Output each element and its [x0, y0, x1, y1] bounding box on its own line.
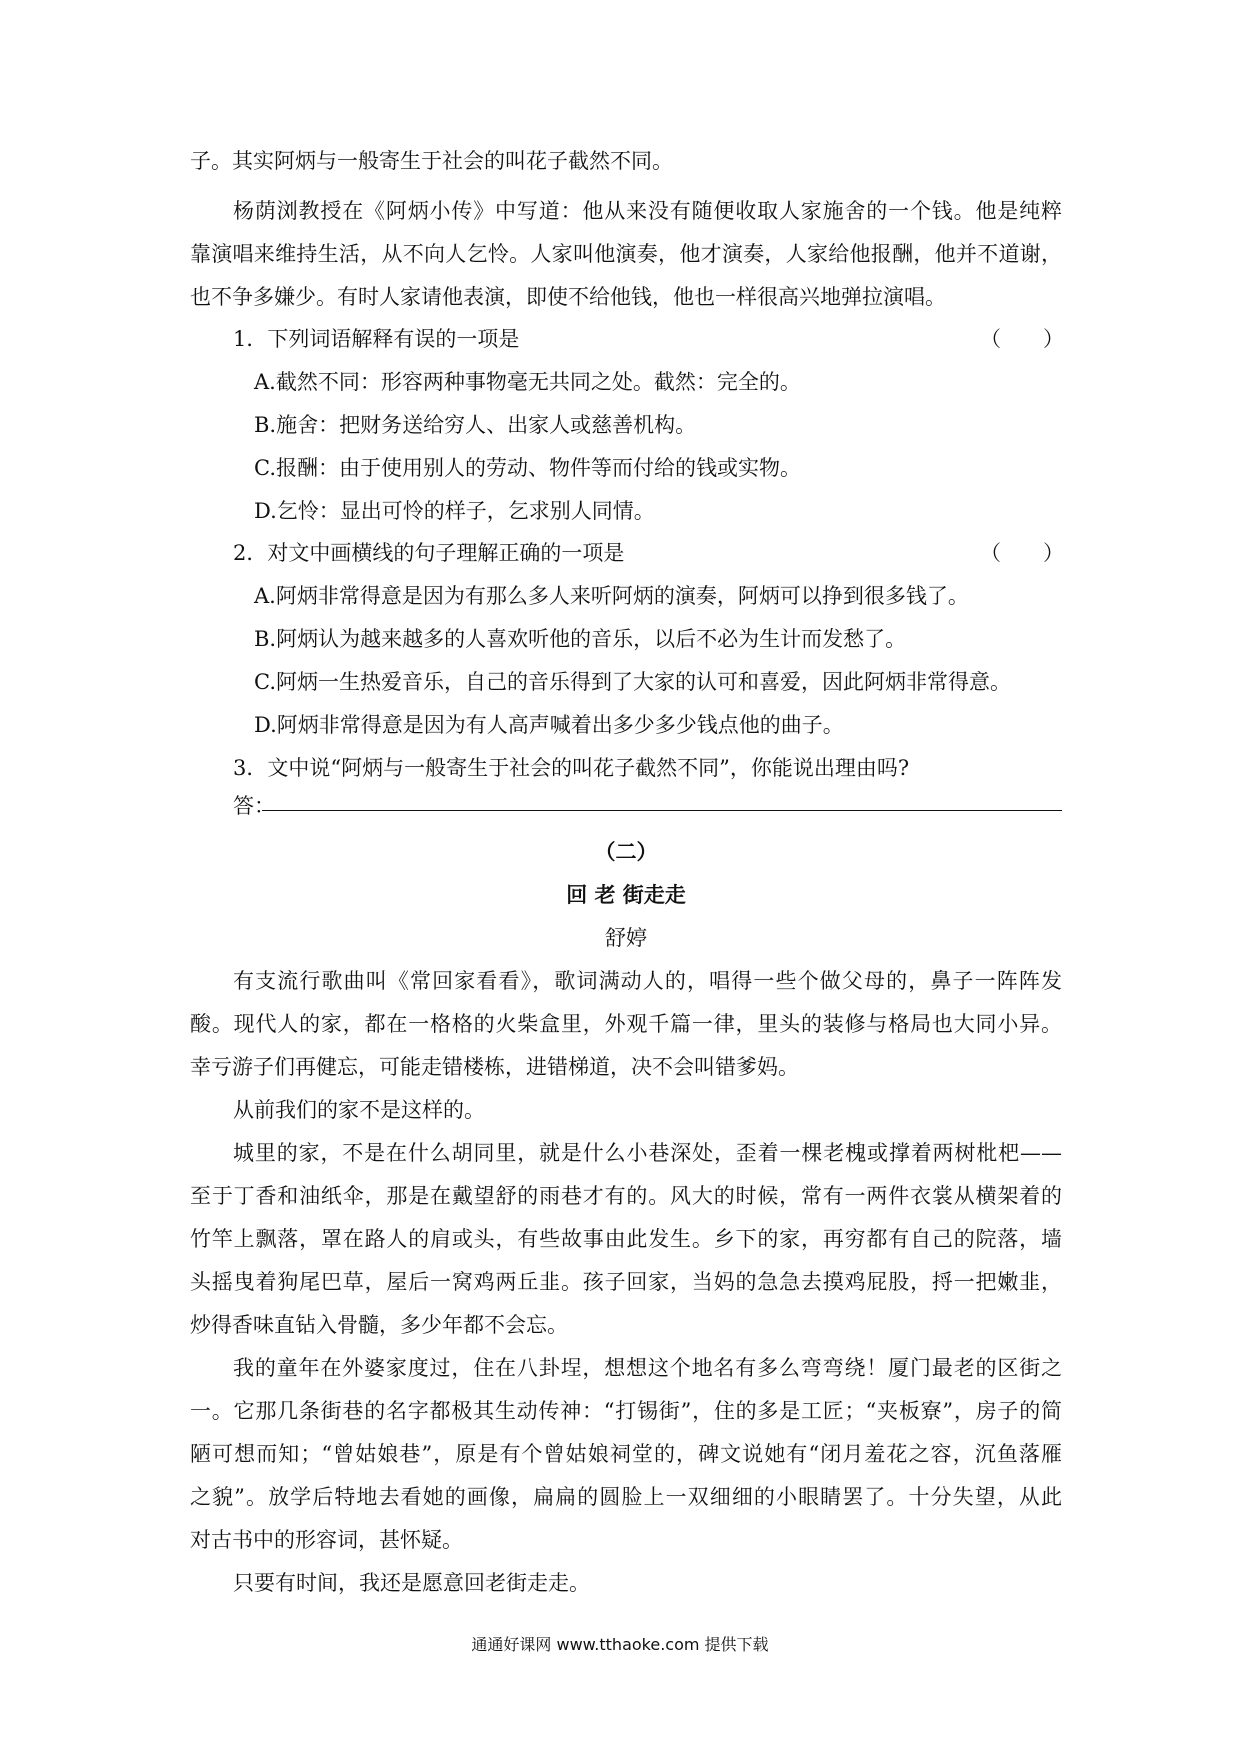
question-1-option-b: B.施舍：把财务送给穷人、出家人或慈善机构。: [254, 413, 697, 437]
passage2-line-13: 之貌”。放学后特地去看她的画像，扁扁的圆脸上一双细细的小眼睛罢了。十分失望，从此: [190, 1485, 1062, 1509]
passage2-line-3: 幸亏游子们再健忘，可能走错楼栋，进错梯道，决不会叫错爹妈。: [190, 1055, 799, 1079]
page-footer: 通通好课网 www.tthaoke.com 提供下载: [471, 1635, 769, 1654]
question-3-answer-line[interactable]: [262, 810, 1062, 811]
passage2-line-2: 酸。现代人的家，都在一格格的火柴盒里，外观千篇一律，里头的装修与格局也大同小异。: [190, 1012, 1062, 1036]
passage1-line-2: 杨荫浏教授在《阿炳小传》中写道：他从来没有随便收取人家施舍的一个钱。他是纯粹: [233, 199, 1062, 223]
question-1-stem: 1．下列词语解释有误的一项是: [233, 327, 520, 351]
question-2-option-d: D.阿炳非常得意是因为有人高声喊着出多少多少钱点他的曲子。: [254, 713, 844, 737]
question-2-option-b: B.阿炳认为越来越多的人喜欢听他的音乐，以后不必为生计而发愁了。: [254, 627, 907, 651]
question-2-option-c: C.阿炳一生热爱音乐，自己的音乐得到了大家的认可和喜爱，因此阿炳非常得意。: [254, 670, 1011, 694]
passage2-line-12: 陋可想而知；“曾姑娘巷”，原是有个曾姑娘祠堂的，碑文说她有“闭月羞花之容，沉鱼落雁: [190, 1442, 1062, 1466]
passage1-line-3: 靠演唱来维持生活，从不向人乞怜。人家叫他演奏，他才演奏，人家给他报酬，他并不道谢，: [190, 242, 1062, 266]
passage2-line-8: 头摇曳着狗尾巴草，屋后一窝鸡两丘韭。孩子回家，当妈的急急去摸鸡屁股，捋一把嫩韭，: [190, 1270, 1062, 1294]
passage2-line-11: 一。它那几条街巷的名字都极其生动传神：“打锡街”，住的多是工匠；“夹板寮”，房子的简: [190, 1399, 1062, 1423]
section-2-author: 舒婷: [605, 926, 647, 950]
passage2-line-14: 对古书中的形容词，甚怀疑。: [190, 1528, 463, 1552]
passage2-line-9: 炒得香味直钻入骨髓，多少年都不会忘。: [190, 1313, 568, 1337]
passage2-line-15: 只要有时间，我还是愿意回老街走走。: [233, 1571, 590, 1595]
passage2-line-10: 我的童年在外婆家度过，住在八卦埕，想想这个地名有多么弯弯绕！厦门最老的区街之: [233, 1356, 1062, 1380]
passage2-line-4: 从前我们的家不是这样的。: [233, 1098, 485, 1122]
passage2-line-7: 竹竿上飘落，罩在路人的肩或头，有些故事由此发生。乡下的家，再穷都有自己的院落，墙: [190, 1227, 1062, 1251]
passage1-line-1: 子。其实阿炳与一般寄生于社会的叫花子截然不同。: [190, 149, 673, 173]
question-2-option-a: A.阿炳非常得意是因为有那么多人来听阿炳的演奏，阿炳可以挣到很多钱了。: [254, 584, 969, 608]
question-2-answer-bracket: （ ）: [980, 541, 1064, 565]
question-3-answer-label: 答：: [233, 794, 275, 818]
passage2-line-1: 有支流行歌曲叫《常回家看看》，歌词满动人的，唱得一些个做父母的，鼻子一阵阵发: [233, 969, 1062, 993]
passage2-line-6: 至于丁香和油纸伞，那是在戴望舒的雨巷才有的。风大的时候，常有一两件衣裳从横架着的: [190, 1184, 1062, 1208]
passage2-line-5: 城里的家，不是在什么胡同里，就是什么小巷深处，歪着一棵老槐或撑着两树枇杷——: [233, 1141, 1062, 1165]
question-1-option-d: D.乞怜：显出可怜的样子，乞求别人同情。: [254, 499, 655, 523]
section-2-title: 回 老 街走走: [566, 882, 686, 907]
question-3-stem: 3．文中说“阿炳与一般寄生于社会的叫花子截然不同”，你能说出理由吗?: [233, 756, 910, 780]
question-2-stem: 2．对文中画横线的句子理解正确的一项是: [233, 541, 625, 565]
question-1-option-a: A.截然不同：形容两种事物毫无共同之处。截然：完全的。: [254, 370, 801, 394]
passage1-line-4: 也不争多嫌少。有时人家请他表演，即使不给他钱，他也一样很高兴地弹拉演唱。: [190, 285, 946, 309]
section-2-number: （二）: [594, 839, 658, 864]
question-1-answer-bracket: （ ）: [980, 327, 1064, 351]
question-1-option-c: C.报酬：由于使用别人的劳动、物件等而付给的钱或实物。: [254, 456, 801, 480]
